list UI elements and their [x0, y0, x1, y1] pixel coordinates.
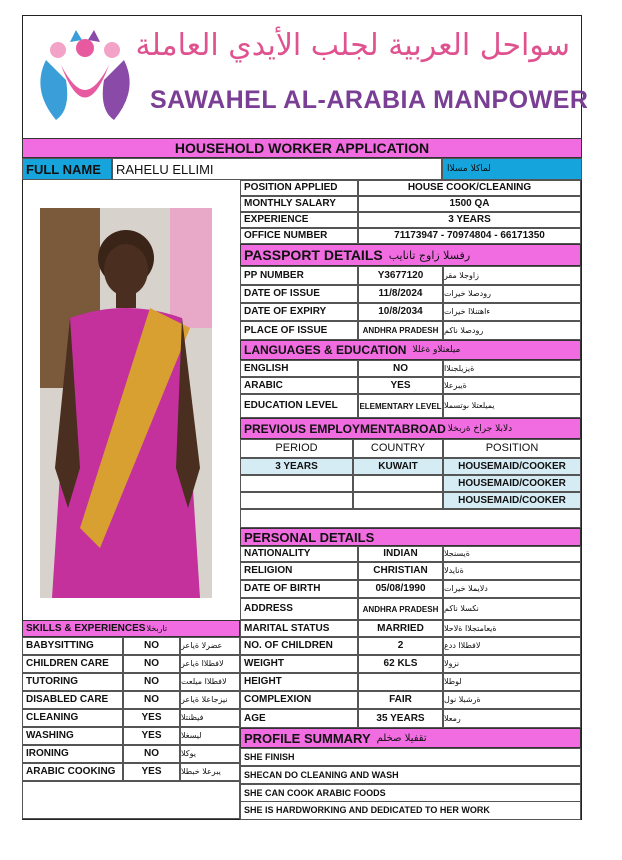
personal-field-label: NO. OF CHILDREN [240, 637, 358, 655]
skill-label: CHILDREN CARE [22, 655, 123, 673]
employment-arabic-title: دلابلا جراخ ةربخلا [447, 423, 513, 434]
passport-field-value: 11/8/2024 [358, 285, 443, 303]
skill-arabic: يبرعلا خبطلا [180, 763, 240, 781]
profile-title: PROFILE SUMMARY [244, 730, 371, 746]
employment-cell-position: HOUSEMAID/COOKER [443, 458, 581, 475]
profile-summary-line: SHE IS HARDWORKING AND DEDICATED TO HER WORK [240, 801, 581, 820]
personal-field-value [358, 673, 443, 691]
passport-field-value: ANDHRA PRADESH [358, 321, 443, 340]
position-info-label: MONTHLY SALARY [240, 196, 358, 212]
personal-title: PERSONAL DETAILS [244, 529, 375, 545]
language-field-arabic: ةيبرعلا [443, 377, 581, 394]
language-field-value: ELEMENTARY LEVEL [358, 394, 443, 418]
personal-field-value: 35 YEARS [358, 709, 443, 728]
employment-cell-position: HOUSEMAID/COOKER [443, 475, 581, 492]
language-field-arabic: يميلعتلا ىوتسملا [443, 394, 581, 418]
personal-field-label: RELIGION [240, 562, 358, 580]
employment-header-cell: PERIOD [240, 439, 353, 458]
passport-title: PASSPORT DETAILS [244, 247, 383, 263]
employment-section-header [240, 418, 581, 439]
languages-section-header [240, 340, 581, 360]
employment-cell-period: 3 YEARS [240, 458, 353, 475]
personal-field-arabic: لافطلاا ددع [443, 637, 581, 655]
english-company-name: SAWAHEL AL-ARABIA MANPOWER [150, 86, 589, 114]
employment-header-cell: POSITION [443, 439, 581, 458]
position-info-value: 3 YEARS [358, 212, 581, 228]
passport-field-label: PP NUMBER [240, 266, 358, 285]
passport-field-arabic: ءاهتنلاا خيرات [443, 303, 581, 321]
skill-value: YES [123, 763, 180, 781]
employment-cell-period [240, 475, 353, 492]
personal-field-label: HEIGHT [240, 673, 358, 691]
profile-summary-line: SHE CAN COOK ARABIC FOODS [240, 784, 581, 802]
full-name-value: RAHELU ELLIMI [112, 158, 442, 180]
employment-title: PREVIOUS EMPLOYMENTABROAD [244, 421, 446, 436]
skill-label: CLEANING [22, 709, 123, 727]
passport-field-arabic: رودصلا ناكم [443, 321, 581, 340]
passport-field-value: 10/8/2034 [358, 303, 443, 321]
skill-label: ARABIC COOKING [22, 763, 123, 781]
personal-field-label: MARITAL STATUS [240, 620, 358, 637]
personal-field-value: INDIAN [358, 546, 443, 562]
skills-section-header [22, 620, 240, 637]
skills-title: SKILLS & EXPERIENCES [26, 623, 146, 634]
company-logo [26, 20, 144, 132]
full-name-label: FULL NAME [22, 158, 112, 180]
skill-label: WASHING [22, 727, 123, 745]
language-field-value: YES [358, 377, 443, 394]
employment-cell-period [240, 492, 353, 509]
personal-field-arabic: ةيسنجلا [443, 546, 581, 562]
skill-arabic: لافطلاا ميلعت [180, 673, 240, 691]
personal-field-value: CHRISTIAN [358, 562, 443, 580]
personal-field-label: WEIGHT [240, 655, 358, 673]
form-title: HOUSEHOLD WORKER APPLICATION [22, 138, 582, 158]
skill-value: NO [123, 655, 180, 673]
skill-arabic: يوكلا [180, 745, 240, 763]
employment-cell-country [353, 492, 443, 509]
skill-label: IRONING [22, 745, 123, 763]
employment-cell-country: KUWAIT [353, 458, 443, 475]
language-field-value: NO [358, 360, 443, 377]
personal-field-arabic: ةيعامتجلاا ةلاحلا [443, 620, 581, 637]
passport-arabic-title: رفسلا زاوج تانايب [388, 248, 471, 262]
employment-empty-row [240, 509, 581, 528]
passport-field-arabic: زاوجلا مقر [443, 266, 581, 285]
skill-value: YES [123, 727, 180, 745]
position-info-value: 71173947 - 70974804 - 66171350 [358, 228, 581, 244]
worker-photo [40, 208, 212, 598]
language-field-label: ARABIC [240, 377, 358, 394]
personal-field-value: MARRIED [358, 620, 443, 637]
skill-value: NO [123, 691, 180, 709]
personal-field-value: 05/08/1990 [358, 580, 443, 598]
language-field-label: EDUCATION LEVEL [240, 394, 358, 418]
passport-section-header [240, 244, 581, 266]
language-field-arabic: ةيزيلجنلاا [443, 360, 581, 377]
passport-field-label: DATE OF EXPIRY [240, 303, 358, 321]
personal-field-label: ADDRESS [240, 598, 358, 620]
employment-cell-country [353, 475, 443, 492]
personal-field-arabic: نزولا [443, 655, 581, 673]
passport-field-label: DATE OF ISSUE [240, 285, 358, 303]
skills-empty-area [22, 781, 240, 819]
skill-arabic: نيزجاعلا ةياعر [180, 691, 240, 709]
profile-summary-line: SHE FINISH [240, 748, 581, 766]
skill-value: NO [123, 637, 180, 655]
languages-arabic-title: ميلعتلاو ةغللا [412, 345, 461, 355]
position-info-value: HOUSE COOK/CLEANING [358, 180, 581, 196]
skill-arabic: فيظنتلا [180, 709, 240, 727]
position-info-label: EXPERIENCE [240, 212, 358, 228]
personal-field-arabic: رمعلا [443, 709, 581, 728]
position-info-label: POSITION APPLIED [240, 180, 358, 196]
skill-value: NO [123, 673, 180, 691]
passport-field-value: Y3677120 [358, 266, 443, 285]
skill-arabic: ليسغلا [180, 727, 240, 745]
passport-field-arabic: رودصلا خيرات [443, 285, 581, 303]
profile-summary-line: SHECAN DO CLEANING AND WASH [240, 766, 581, 784]
profile-section-header [240, 728, 581, 748]
language-field-label: ENGLISH [240, 360, 358, 377]
languages-title: LANGUAGES & EDUCATION [244, 343, 407, 357]
personal-section-header [240, 528, 581, 546]
personal-field-value: 62 KLS [358, 655, 443, 673]
full-name-arabic-label: لماكلا مسلاا [442, 158, 582, 180]
profile-arabic-title: تقفيلا صخلم [376, 732, 427, 744]
employment-header-cell: COUNTRY [353, 439, 443, 458]
skill-arabic: لافطلاا ةياعر [180, 655, 240, 673]
personal-field-arabic: دلايملا خيرات [443, 580, 581, 598]
personal-field-label: NATIONALITY [240, 546, 358, 562]
personal-field-arabic: ةنايدلا [443, 562, 581, 580]
skill-value: NO [123, 745, 180, 763]
skill-label: TUTORING [22, 673, 123, 691]
arabic-company-name: سواحل العربية لجلب الأيدي العاملة [135, 28, 570, 63]
passport-field-label: PLACE OF ISSUE [240, 321, 358, 340]
personal-field-value: 2 [358, 637, 443, 655]
personal-field-value: ANDHRA PRADESH [358, 598, 443, 620]
position-info-value: 1500 QA [358, 196, 581, 212]
skill-label: DISABLED CARE [22, 691, 123, 709]
skill-arabic: عضرلا ةياعر [180, 637, 240, 655]
employment-cell-position: HOUSEMAID/COOKER [443, 492, 581, 509]
skill-label: BABYSITTING [22, 637, 123, 655]
skills-arabic-title: تاربخلا [146, 624, 168, 633]
personal-field-arabic: ةرشبلا نول [443, 691, 581, 709]
personal-field-label: DATE OF BIRTH [240, 580, 358, 598]
personal-field-label: AGE [240, 709, 358, 728]
personal-field-label: COMPLEXION [240, 691, 358, 709]
position-info-label: OFFICE NUMBER [240, 228, 358, 244]
personal-field-arabic: نكسلا ناكم [443, 598, 581, 620]
skill-value: YES [123, 709, 180, 727]
personal-field-arabic: لوطلا [443, 673, 581, 691]
personal-field-value: FAIR [358, 691, 443, 709]
